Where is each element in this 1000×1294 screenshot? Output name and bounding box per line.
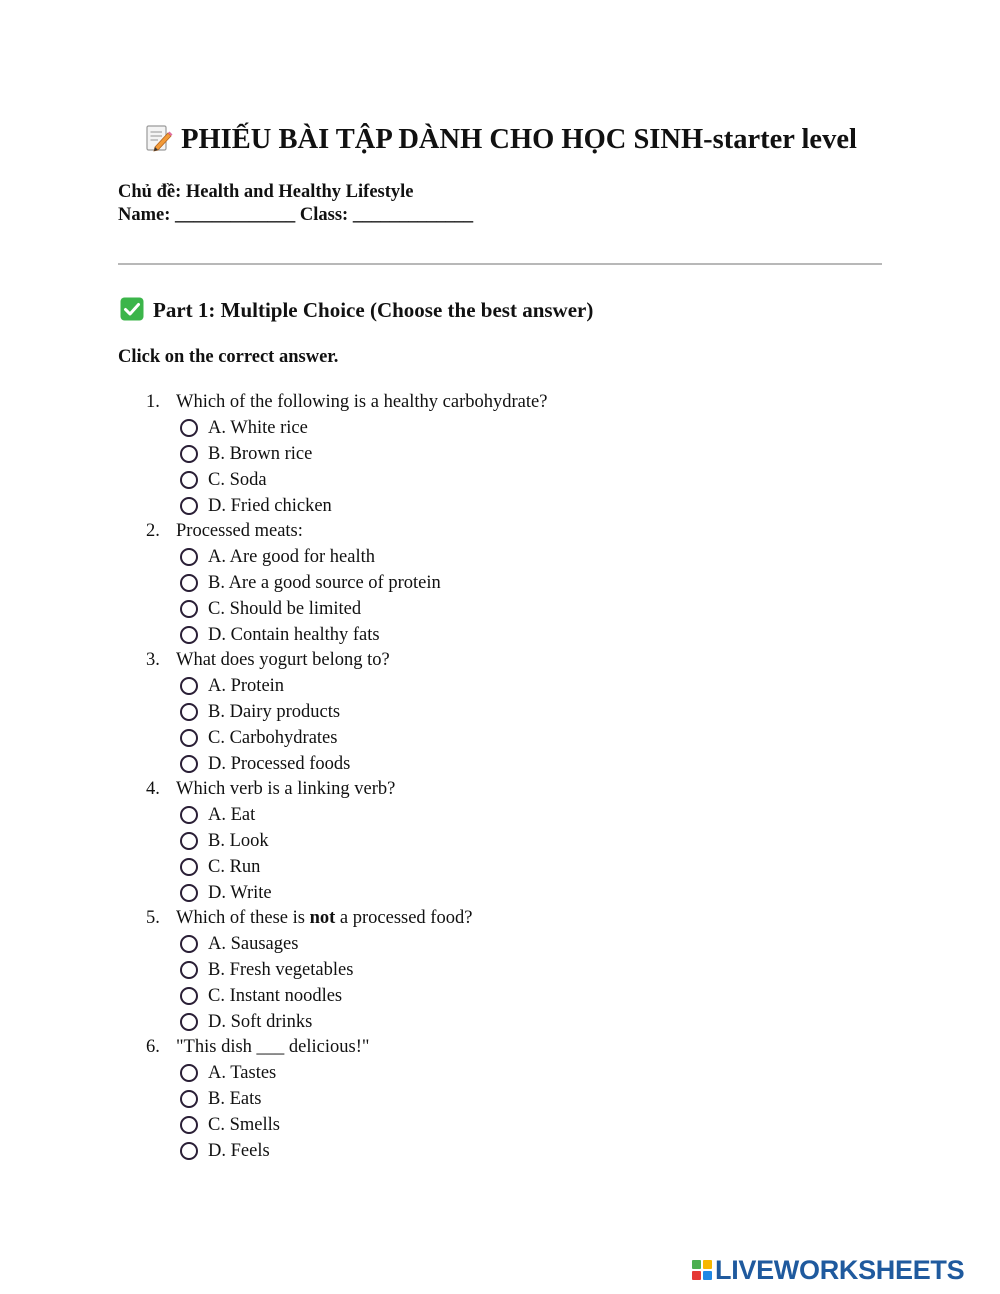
answer-option[interactable] (146, 1112, 906, 1138)
question-3 (146, 648, 906, 777)
question-prompt (176, 1035, 369, 1060)
option-label: D. Fried chicken (208, 496, 332, 516)
question-prompt-start: Which of these is (176, 908, 310, 928)
memo-icon (143, 123, 173, 167)
answer-option[interactable] (146, 544, 906, 570)
option-label: D. Feels (208, 1141, 270, 1161)
part1-title: Part 1: Multiple Choice (Choose the best answer) (153, 298, 594, 322)
instruction-text: Click on the correct answer. (118, 347, 339, 367)
radio-button-icon[interactable] (180, 806, 198, 824)
logo-block (692, 1271, 701, 1280)
option-label: B. Look (208, 831, 269, 851)
question-prompt (176, 390, 547, 415)
option-label: B. Brown rice (208, 444, 313, 464)
answer-option[interactable] (146, 880, 906, 906)
question-number: 1. (146, 392, 160, 412)
radio-button-icon[interactable] (180, 858, 198, 876)
name-class-line: Name: _____________ Class: _____________ (118, 205, 474, 225)
option-list (146, 673, 906, 777)
answer-option[interactable] (146, 1060, 906, 1086)
logo-blocks-icon (692, 1260, 712, 1280)
radio-button-icon[interactable] (180, 961, 198, 979)
radio-button-icon[interactable] (180, 445, 198, 463)
answer-option[interactable] (146, 596, 906, 622)
option-label: C. Run (208, 857, 261, 877)
answer-option[interactable] (146, 699, 906, 725)
question-6 (146, 1035, 906, 1164)
option-label: A. Eat (208, 805, 256, 825)
radio-button-icon[interactable] (180, 935, 198, 953)
radio-button-icon[interactable] (180, 1142, 198, 1160)
option-list (146, 931, 906, 1035)
question-5 (146, 906, 906, 1035)
part1-heading (120, 296, 593, 328)
option-label: C. Carbohydrates (208, 728, 338, 748)
answer-option[interactable] (146, 415, 906, 441)
radio-button-icon[interactable] (180, 987, 198, 1005)
radio-button-icon[interactable] (180, 703, 198, 721)
radio-button-icon[interactable] (180, 677, 198, 695)
answer-option[interactable] (146, 828, 906, 854)
radio-button-icon[interactable] (180, 600, 198, 618)
option-label: C. Instant noodles (208, 986, 343, 1006)
option-label: D. Write (208, 883, 272, 903)
logo-block (703, 1260, 712, 1269)
answer-option[interactable] (146, 467, 906, 493)
radio-button-icon[interactable] (180, 1013, 198, 1031)
question-prompt-start: Which of the following is a healthy carbohydrate? (176, 392, 548, 412)
radio-button-icon[interactable] (180, 626, 198, 644)
question-text (146, 777, 906, 802)
question-4 (146, 777, 906, 906)
radio-button-icon[interactable] (180, 471, 198, 489)
question-prompt-start: Processed meats: (176, 521, 303, 541)
option-label: A. Are good for health (208, 547, 375, 567)
option-list (146, 415, 906, 519)
option-label: D. Soft drinks (208, 1012, 313, 1032)
question-text (146, 906, 906, 931)
question-list (146, 390, 906, 1164)
divider (118, 263, 882, 265)
option-list (146, 802, 906, 906)
answer-option[interactable] (146, 1086, 906, 1112)
radio-button-icon[interactable] (180, 884, 198, 902)
question-2 (146, 519, 906, 648)
radio-button-icon[interactable] (180, 419, 198, 437)
answer-option[interactable] (146, 931, 906, 957)
answer-option[interactable] (146, 983, 906, 1009)
option-label: D. Processed foods (208, 754, 351, 774)
radio-button-icon[interactable] (180, 755, 198, 773)
option-label: A. Sausages (208, 934, 299, 954)
liveworksheets-logo (692, 1255, 964, 1285)
question-text (146, 648, 906, 673)
question-prompt (176, 519, 303, 544)
logo-block (692, 1260, 701, 1269)
answer-option[interactable] (146, 725, 906, 751)
check-mark-icon (120, 297, 144, 328)
question-text (146, 390, 906, 415)
option-label: D. Contain healthy fats (208, 625, 380, 645)
question-1 (146, 390, 906, 519)
option-label: A. Tastes (208, 1063, 277, 1083)
answer-option[interactable] (146, 957, 906, 983)
option-label: A. Protein (208, 676, 285, 696)
radio-button-icon[interactable] (180, 548, 198, 566)
radio-button-icon[interactable] (180, 1064, 198, 1082)
answer-option[interactable] (146, 751, 906, 777)
question-number: 6. (146, 1037, 160, 1057)
question-emphasis: not (309, 908, 336, 928)
answer-option[interactable] (146, 802, 906, 828)
question-prompt (176, 777, 395, 802)
option-list (146, 544, 906, 648)
option-label: C. Smells (208, 1115, 280, 1135)
question-prompt (176, 906, 472, 931)
option-label: C. Should be limited (208, 599, 362, 619)
answer-option[interactable] (146, 570, 906, 596)
radio-button-icon[interactable] (180, 832, 198, 850)
radio-button-icon[interactable] (180, 1116, 198, 1134)
topic-line: Chủ đề: Health and Healthy Lifestyle (118, 182, 414, 202)
radio-button-icon[interactable] (180, 1090, 198, 1108)
option-label: B. Fresh vegetables (208, 960, 354, 980)
answer-option[interactable] (146, 1009, 906, 1035)
title-text: PHIẾU BÀI TẬP DÀNH CHO HỌC SINH-starter level (181, 124, 857, 155)
option-label: B. Eats (208, 1089, 262, 1109)
question-prompt-start: Which verb is a linking verb? (176, 779, 396, 799)
question-text (146, 1035, 906, 1060)
answer-option[interactable] (146, 1138, 906, 1164)
radio-button-icon[interactable] (180, 574, 198, 592)
question-prompt-start: "This dish ___ delicious!" (176, 1037, 370, 1057)
question-number: 5. (146, 908, 160, 928)
option-label: B. Dairy products (208, 702, 341, 722)
question-number: 3. (146, 650, 160, 670)
question-text (146, 519, 906, 544)
option-label: A. White rice (208, 418, 308, 438)
question-prompt (176, 648, 390, 673)
page-title (0, 118, 1000, 167)
answer-option[interactable] (146, 854, 906, 880)
logo-block (703, 1271, 712, 1280)
question-prompt-start: What does yogurt belong to? (176, 650, 390, 670)
answer-option[interactable] (146, 673, 906, 699)
logo-text: LIVEWORKSHEETS (715, 1254, 965, 1285)
radio-button-icon[interactable] (180, 729, 198, 747)
question-number: 4. (146, 779, 160, 799)
answer-option[interactable] (146, 493, 906, 519)
option-list (146, 1060, 906, 1164)
question-prompt-end: a processed food? (335, 908, 473, 928)
answer-option[interactable] (146, 441, 906, 467)
radio-button-icon[interactable] (180, 497, 198, 515)
option-label: B. Are a good source of protein (208, 573, 441, 593)
answer-option[interactable] (146, 622, 906, 648)
question-number: 2. (146, 521, 160, 541)
option-label: C. Soda (208, 470, 267, 490)
